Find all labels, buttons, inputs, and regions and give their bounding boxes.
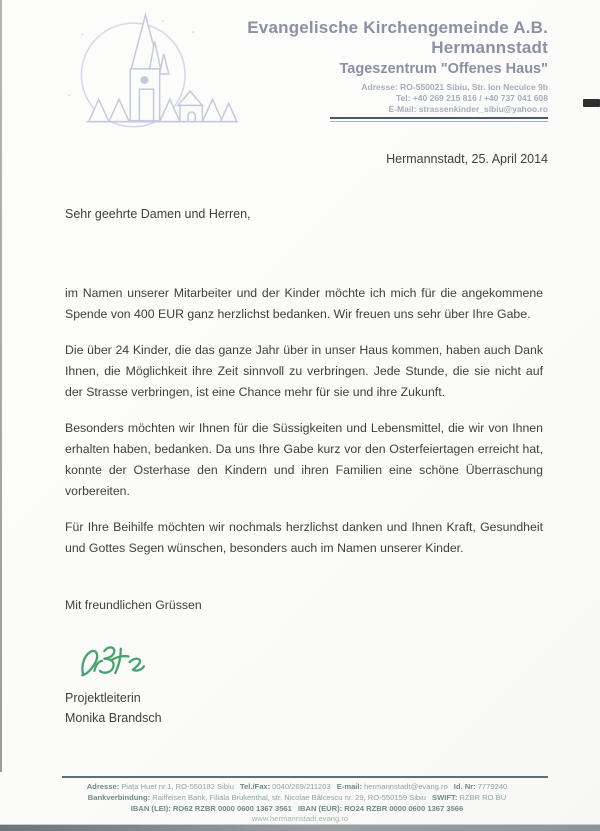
footer-address-value: Piața Huet nr.1, RO-550182 Sibiu: [121, 782, 234, 791]
dateline: Hermannstadt, 25. April 2014: [386, 152, 548, 166]
signature-scribble-icon: [73, 640, 151, 684]
footer-iban-lei-value: RO62 RZBR 0000 0600 1367 3561: [172, 803, 292, 813]
paragraph-3: Besonders möchten wir Ihnen für die Süssigkeiten und Lebensmittel, die wir von Ihnen erhalten haben, bedanken. Da uns Ihre Gabe kurz vor den Osterfeiertagen erreicht hat, konnte der Osterhase den Kindern und ihren Familien eine schöne Überraschung vorbereiten.: [65, 421, 543, 498]
footer-swift-label: SWIFT:: [432, 792, 458, 802]
footer-iban-eur-value: RO24 RZBR 0000 0600 1367 3566: [344, 803, 464, 813]
org-name-line1: Evangelische Kirchengemeinde A.B.: [247, 18, 548, 37]
letter-body: [65, 283, 543, 631]
letterhead: [208, 18, 548, 115]
footer-email-label: E-mail:: [336, 782, 363, 791]
footer: [20, 782, 580, 825]
scan-mark-right: [583, 99, 600, 107]
footer-telfax-label: Tel./Fax:: [239, 782, 271, 791]
header-email: E-Mail: strassenkinder_sibiu@yahoo.ro: [388, 104, 548, 114]
footer-line-2: [20, 793, 580, 804]
signer-name: Monika Brandsch: [65, 711, 162, 725]
paragraph-4: Für Ihre Beihilfe möchten wir nochmals herzlichst danken und Ihnen Kraft, Gesundheit und Gottes Segen wünschen, besonders auch im Namen unserer Kinder.: [65, 520, 543, 555]
footer-website: www.hermannstadt.evang.ro: [251, 814, 349, 824]
header-address: Adresse: RO-550021 Sibiu, Str. Ion Neculce 9b: [361, 82, 548, 92]
footer-line-3: [20, 804, 580, 815]
footer-bank-value: Raiffeisen Bank, Filiala Brukenthal, str. Nicolae Bălcescu nr. 29, RO-550159 Sibiu: [152, 792, 427, 802]
scan-edge-left: [0, 0, 2, 772]
center-name: Tageszentrum "Offenes Haus": [339, 61, 548, 77]
footer-address-label: Adresse:: [86, 782, 120, 791]
footer-idnr-label: Id. Nr:: [453, 782, 476, 791]
footer-divider: [62, 776, 548, 778]
footer-bank-label: Bankverbindung:: [87, 792, 151, 802]
footer-idnr-value: 7779240: [477, 782, 508, 791]
paragraph-1: im Namen unserer Mitarbeiter und der Kinder möchte ich mich für die angekommene Spende von 400 EUR ganz herzlichst bedanken. Wir freuen uns sehr über Ihre Gabe.: [65, 286, 543, 321]
footer-swift-value: RZBR RO BU: [459, 792, 507, 802]
salutation: Sehr geehrte Damen und Herren,: [65, 207, 251, 221]
footer-telfax-value: 0040/269/211203: [272, 782, 331, 791]
signer-role: Projektleiterin: [65, 691, 141, 705]
paragraph-2: Die über 24 Kinder, die das ganze Jahr über in unser Haus kommen, haben auch Dank Ihnen, die Möglichkeit ihre Zeit sinnvoll zu verbringen. Jede Stunde, die sie nicht auf der Strasse verbringen, ist eine Chance mehr für sie und ihre Zukunft.: [65, 343, 543, 399]
footer-email-value: hermannstadt@evang.ro: [364, 782, 448, 791]
footer-iban-eur-label: IBAN (EUR):: [297, 803, 343, 813]
header-phone: Tel: +40 269 215 816 / +40 737 041 608: [395, 93, 548, 103]
org-name-line2: Hermannstadt: [431, 38, 548, 57]
header-contact-block: [208, 82, 548, 115]
closing: Mit freundlichen Grüssen: [65, 598, 202, 612]
signature-block: [65, 640, 162, 728]
footer-iban-lei-label: IBAN (LEI):: [130, 803, 171, 813]
header-divider: [330, 117, 548, 122]
footer-line-1: [20, 782, 580, 793]
